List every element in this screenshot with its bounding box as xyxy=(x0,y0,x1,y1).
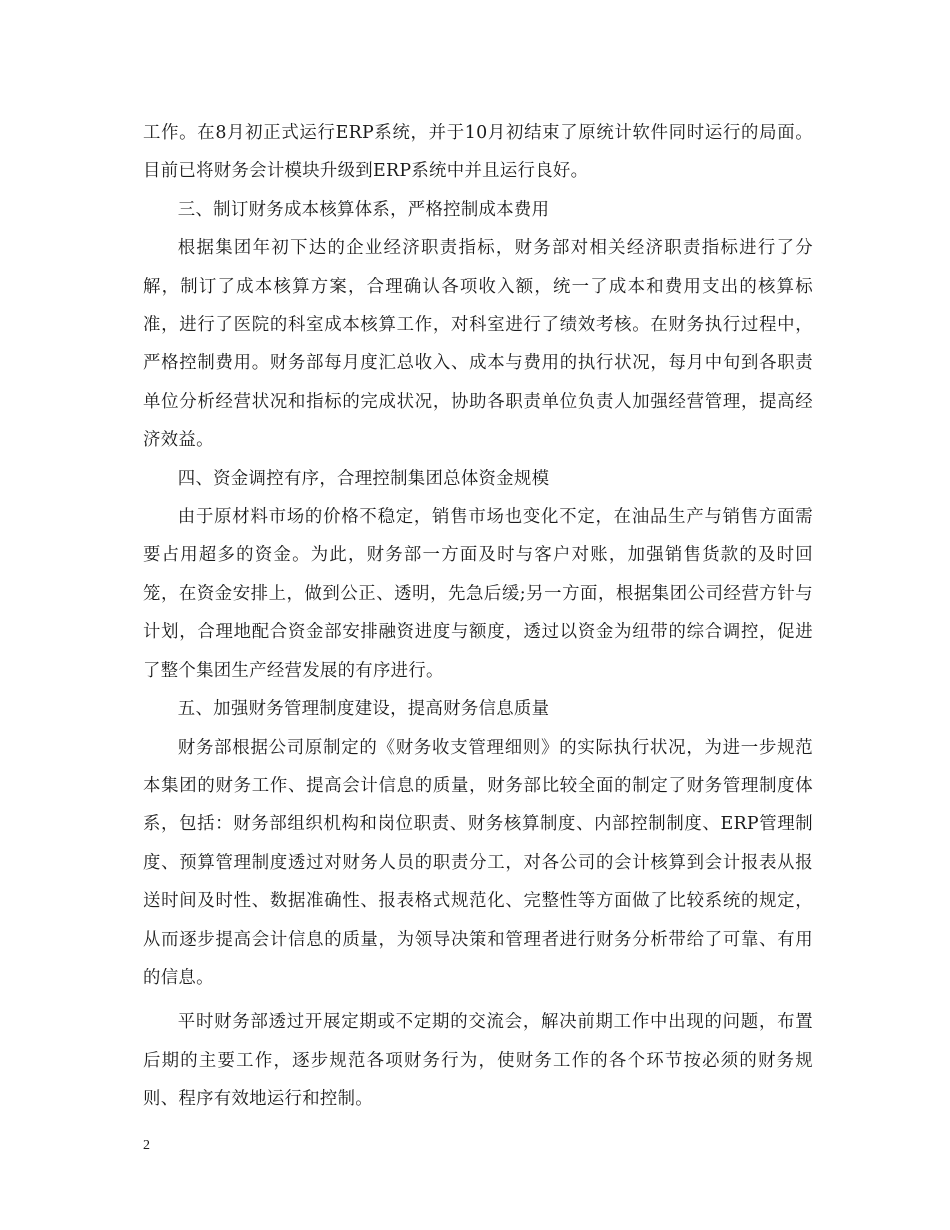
paragraph-cost-accounting: 根据集团年初下达的企业经济职责指标，财务部对相关经济职责指标进行了分解，制订了成本核算方案，合理确认各项收入额，统一了成本和费用支出的核算标准，进行了医院的科室成本核算工作，对科室进行了绩效考核。在财务执行过程中，严格控制费用。财务部每月度汇总收入、成本与费用的执行状况，每月中旬到各职责单位分析经营状况和指标的完成状况，协助各职责单位负责人加强经营管理，提高经济效益。 xyxy=(143,238,813,451)
paragraph-regular-meetings: 平时财务部透过开展定期或不定期的交流会，解决前期工作中出现的问题，布置后期的主要工作，逐步规范各项财务行为，使财务工作的各个环节按必须的财务规则、程序有效地运行和控制。 xyxy=(143,1012,813,1110)
page-number: 2 xyxy=(143,1138,150,1153)
section-heading-5: 五、加强财务管理制度建设，提高财务信息质量 xyxy=(177,699,550,720)
section-heading-3: 三、制订财务成本核算体系，严格控制成本费用 xyxy=(177,199,550,220)
paragraph-continuation: 工作。在8月初正式运行ERP系统，并于10月初结束了原统计软件同时运行的局面。目前已将财务会计模块升级到ERP系统中并且运行良好。 xyxy=(143,123,813,182)
paragraph-fund-control: 由于原材料市场的价格不稳定，销售市场也变化不定，在油品生产与销售方面需要占用超多的资金。为此，财务部一方面及时与客户对账，加强销售货款的及时回笼，在资金安排上，做到公正、透明，先急后缓;另一方面，根据集团公司经营方针与计划，合理地配合资金部安排融资进度与额度，透过以资金为纽带的综合调控，促进了整个集团生产经营发展的有序进行。 xyxy=(143,507,813,681)
document-body xyxy=(143,114,813,1119)
section-heading-4: 四、资金调控有序，合理控制集团总体资金规模 xyxy=(177,468,550,489)
paragraph-management-system: 财务部根据公司原制定的《财务收支管理细则》的实际执行状况，为进一步规范本集团的财务工作、提高会计信息的质量，财务部比较全面的制定了财务管理制度体系，包括：财务部组织机构和岗位职责、财务核算制度、内部控制制度、ERP管理制度、预算管理制度透过对财务人员的职责分工，对各公司的会计核算到会计报表从报送时间及时性、数据准确性、报表格式规范化、完整性等方面做了比较系统的规定，从而逐步提高会计信息的质量，为领导决策和管理者进行财务分析带给了可靠、有用的信息。 xyxy=(143,737,813,988)
